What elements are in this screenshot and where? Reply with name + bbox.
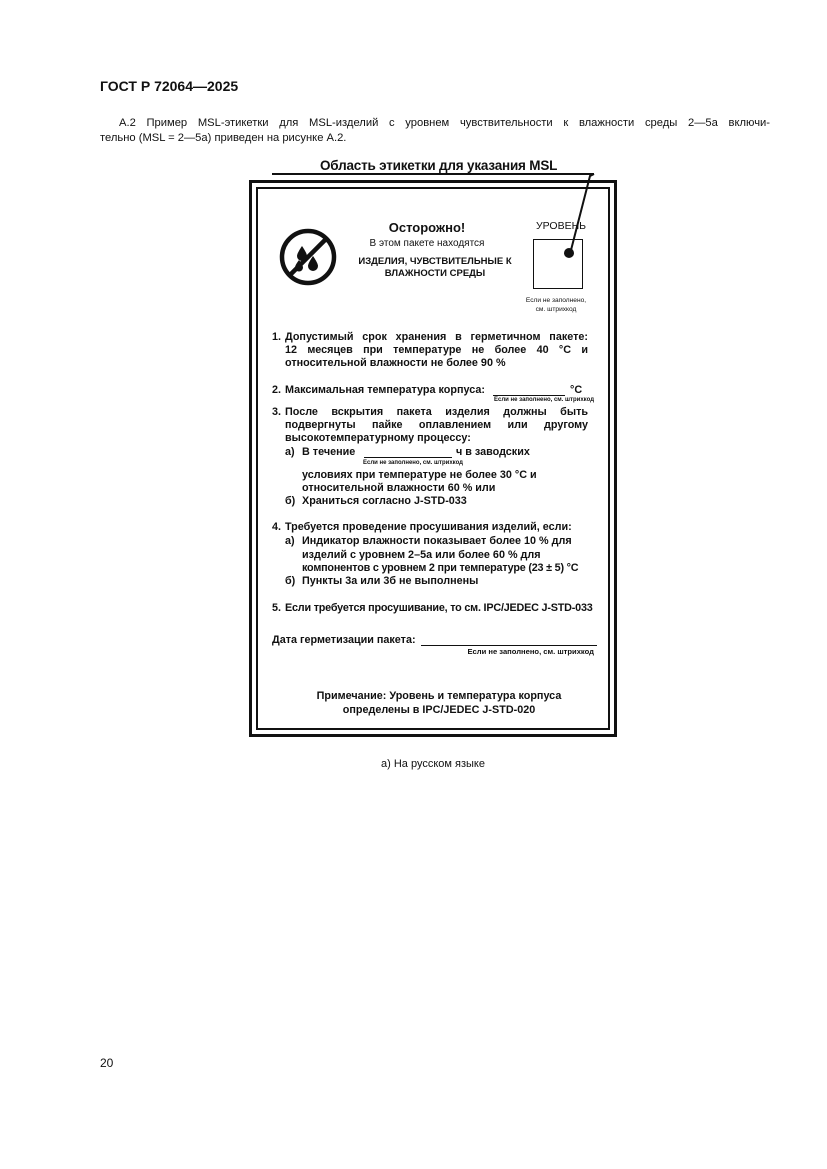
intro-line-2: тельно (MSL = 2—5а) приведен на рисунке А.2.	[100, 131, 347, 144]
footnote-line-1: Примечание: Уровень и температура корпуса	[316, 690, 562, 702]
seal-date-note: Если не заполнено, см. штрихкод	[467, 647, 594, 656]
section-2-note: Если не заполнено, см. штрихкод	[494, 397, 594, 403]
section-3a-letter: а)	[285, 446, 295, 458]
seal-date-label: Дата герметизации пакета:	[272, 634, 416, 646]
section-4b-letter: б)	[285, 575, 296, 587]
section-2-unit: °С	[570, 384, 583, 396]
section-3-line-2: подвергнуты пайке оплавлением или другому	[285, 419, 588, 431]
section-3b-text: Храниться согласно J-STD-033	[302, 495, 467, 507]
section-3-number: 3.	[272, 406, 282, 418]
section-3a-suffix: ч в заводских	[456, 446, 530, 458]
section-4a-line-2: изделий с уровнем 2–5а или более 60 % для	[302, 549, 541, 561]
section-3a-prefix: В течение	[302, 446, 356, 458]
section-4b-text: Пункты 3а или 3б не выполнены	[302, 575, 479, 587]
section-3-line-1: После вскрытия пакета изделия должны быть	[285, 406, 588, 418]
level-note	[515, 296, 597, 314]
section-5-text: Если требуется просушивание, то см. IPC/JEDEC J-STD-033	[285, 602, 593, 614]
items-line-2: ВЛАЖНОСТИ СРЕДЫ	[384, 268, 486, 279]
section-3a-line-2: условиях при температуре не более 30 °С и	[302, 469, 537, 481]
section-2-number: 2.	[272, 384, 282, 396]
document-header: ГОСТ Р 72064—2025	[100, 78, 239, 94]
section-3a-note: Если не заполнено, см. штрихкод	[363, 460, 463, 466]
intro-paragraph	[100, 116, 770, 145]
msl-area-callout: Область этикетки для указания MSL	[320, 158, 558, 173]
footnote-line-2: определены в IPC/JEDEC J-STD-020	[342, 704, 536, 716]
section-4-number: 4.	[272, 521, 282, 533]
section-4a-line-1: Индикатор влажности показывает более 10 % для	[302, 535, 572, 547]
section-3a-line-3: относительной влажности 60 % или	[302, 482, 496, 494]
level-box	[533, 239, 583, 289]
in-package-text: В этом пакете находятся	[369, 238, 485, 249]
level-title: УРОВЕНЬ	[535, 220, 587, 232]
level-note-line-1: Если не заполнено,	[525, 297, 587, 304]
seal-date-blank	[421, 645, 597, 646]
section-3b-letter: б)	[285, 495, 296, 507]
section-1-line-3: относительной влажности не более 90 %	[285, 357, 506, 369]
intro-line-1: А.2 Пример MSL-этикетки для MSL-изделий с уровнем чувствительности к влажности среды 2—5а включи-	[119, 117, 770, 129]
section-5-number: 5.	[272, 602, 282, 614]
no-moisture-icon	[278, 227, 338, 287]
caution-title: Осторожно!	[388, 220, 466, 235]
section-3-line-3: высокотемпературному процессу:	[285, 432, 471, 444]
case-temperature-blank	[493, 395, 565, 396]
section-1-line-2: 12 месяцев при температуре не более 40 °С и	[285, 344, 588, 356]
section-2-text: Максимальная температура корпуса:	[285, 384, 485, 396]
level-note-line-2: см. штрихкод	[535, 306, 577, 313]
label-footnote	[296, 689, 582, 717]
section-1-line-1: Допустимый срок хранения в герметичном пакете:	[285, 331, 588, 343]
section-4-line-1: Требуется проведение просушивания изделий, если:	[285, 521, 572, 533]
page-number: 20	[100, 1056, 114, 1070]
section-4a-letter: а)	[285, 535, 295, 547]
figure-caption: а) На русском языке	[381, 758, 485, 770]
sensitive-items-heading	[340, 256, 530, 280]
level-marker-dot	[564, 248, 574, 258]
hours-blank	[364, 457, 452, 458]
items-line-1: ИЗДЕЛИЯ, ЧУВСТВИТЕЛЬНЫЕ К	[358, 256, 512, 267]
section-1-number: 1.	[272, 331, 282, 343]
section-4a-line-3: компонентов с уровнем 2 при температуре (23 ± 5) °С	[302, 562, 579, 574]
